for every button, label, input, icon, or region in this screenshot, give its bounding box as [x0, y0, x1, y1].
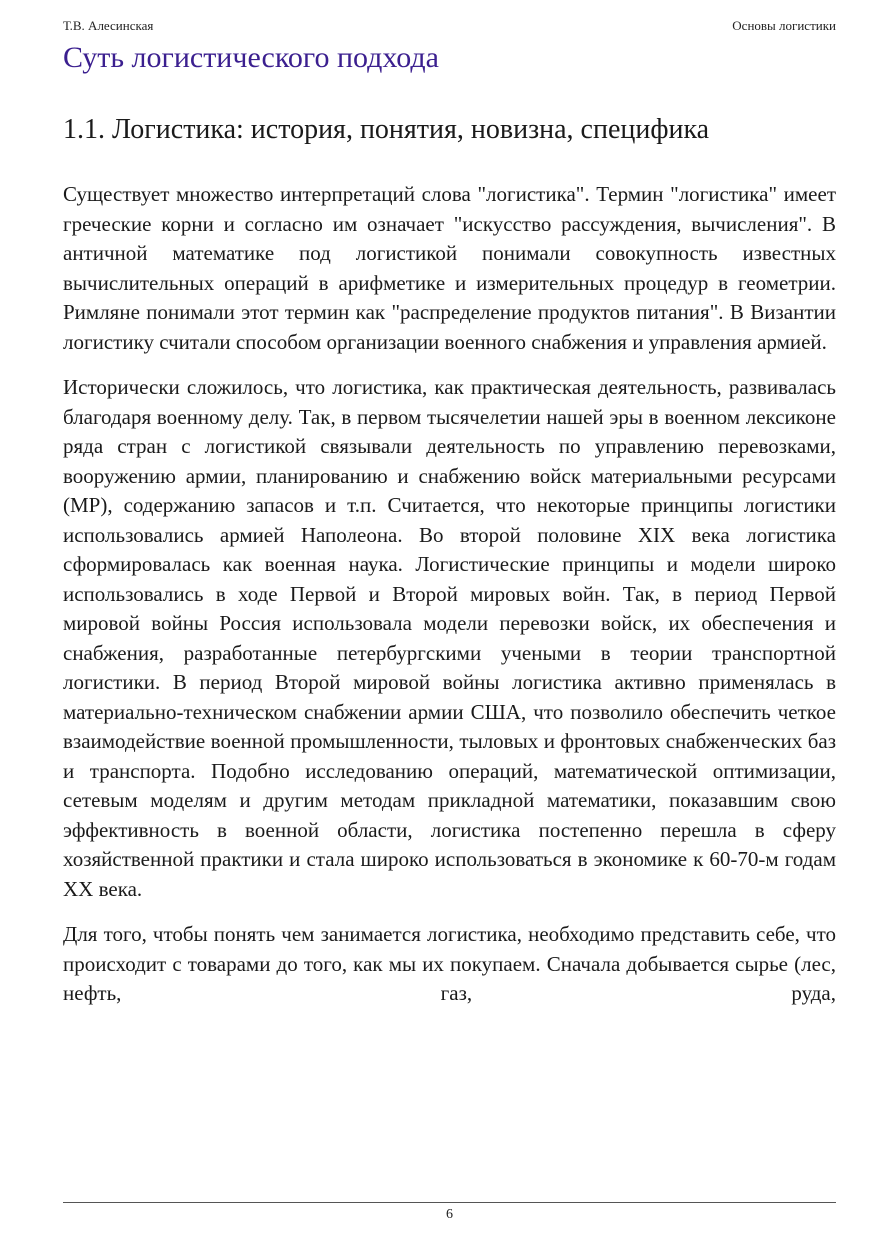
paragraph-1: Существует множество интерпретаций слова "логистика". Термин "логистика" имеет греческие корни и согласно им означает "искусство рассуждения, вычисления". В античной математике под логистикой понимали совокупность известных вычислительных операций в арифметике и измерительных процедур в геометрии. Римляне понимали этот термин как "распределение продуктов питания". В Византии логистику считали способом организации военного снабжения и управления армией. — [63, 182, 836, 354]
header-book-title: Основы логистики — [732, 18, 836, 33]
document-page — [63, 0, 836, 1241]
body-text — [63, 180, 836, 1025]
header-author: Т.В. Алесинская — [63, 18, 154, 33]
running-header — [63, 18, 836, 34]
section-title: 1.1. Логистика: история, понятия, новизна, специфика — [63, 114, 710, 145]
paragraph-2: Исторически сложилось, что логистика, как практическая деятельность, развивалась благодаря военному делу. Так, в первом тысячелетии нашей эры в военном лексиконе ряда стран с логистикой связывали деятельность по управлению перевозками, вооружению армии, планированию и снабжению войск материальными ресурсами (МР), содержанию запасов и т.п. Считается, что некоторые принципы логистики использовались армией Наполеона. Во второй половине XIX века логистика сформировалась как военная наука. Логистические принципы и модели широко использовались в ходе Первой и Второй мировых войн. Так, в период Первой мировой войны Россия использовала модели перевозки войск, их обеспечения и снабжения, разработанные петербургскими учеными в теории транспортной логистики. В период Второй мировой войны логистика активно применялась в материально-техническом снабжении армии США, что позволило обеспечить четкое взаимодействие военной промышленности, тыловых и фронтовых снабженческих баз и транспорта. Подобно исследованию операций, математической оптимизации, сетевым моделям и другим методам прикладной математики, показавшим свою эффективность в военной области, логистика постепенно перешла в сферу хозяйственной практики и стала широко использоваться в экономике к 60-70-м годам XX века. — [63, 375, 836, 901]
page-number: 6 — [446, 1207, 453, 1222]
chapter-title: Суть логистического подхода — [63, 41, 439, 74]
footer-divider — [63, 1202, 836, 1203]
paragraph-3: Для того, чтобы понять чем занимается логистика, необходимо представить себе, что происходит с товарами до того, как мы их покупаем. Сначала добывается сырье (лес, нефть, газ, руда, — [63, 922, 836, 1005]
